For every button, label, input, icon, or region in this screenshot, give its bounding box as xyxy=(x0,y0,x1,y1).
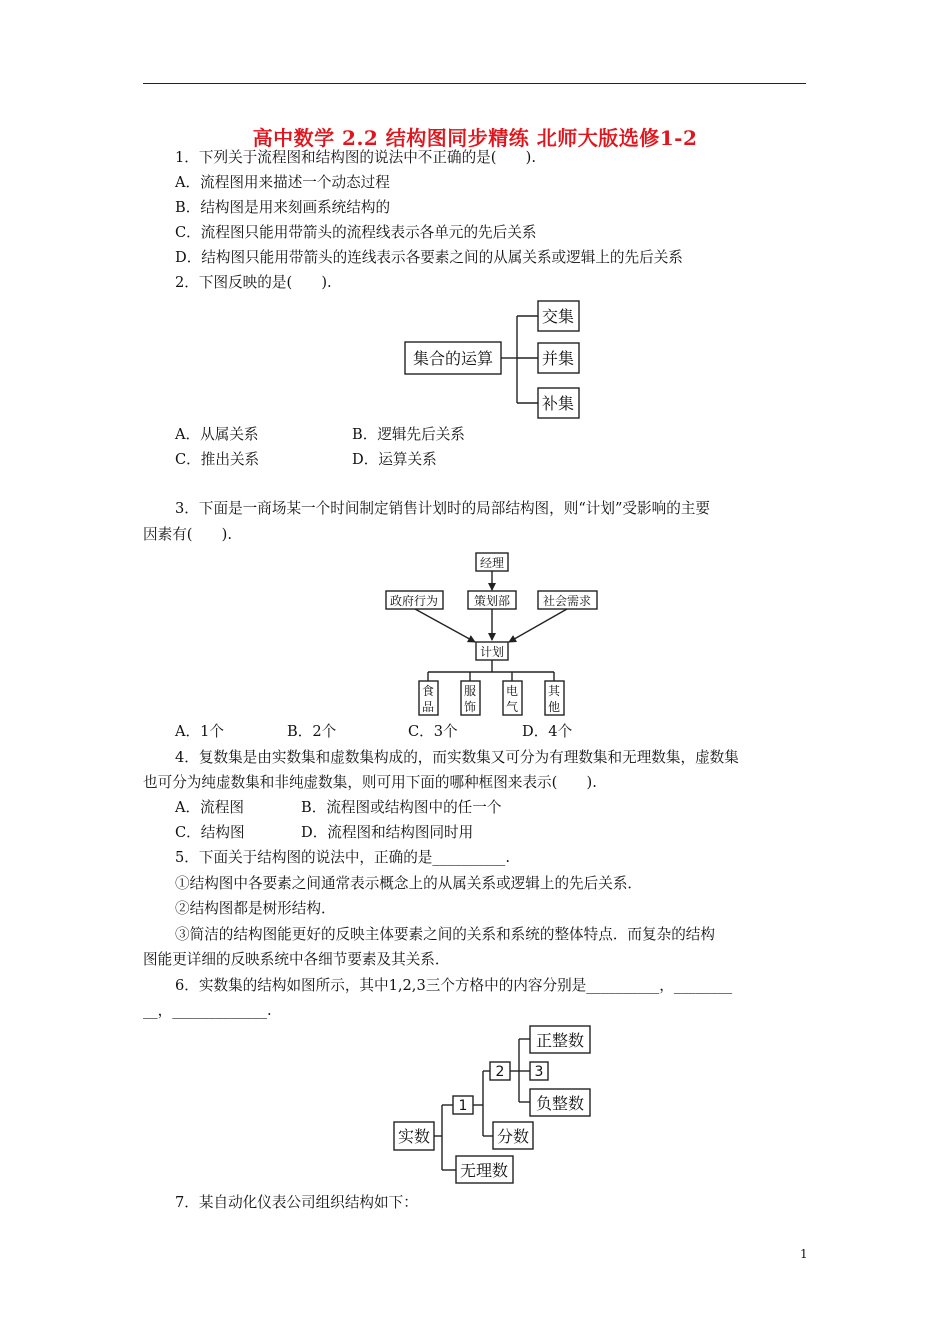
q2-child-label: 并集 xyxy=(541,349,575,368)
q3-stem-line1: 3．下面是一商场某一个时间制定销售计划时的局部结构图，则“计划”受影响的主要 xyxy=(175,500,710,517)
q4-stem-line1: 4．复数集是由实数集和虚数集构成的，而实数集又可分为有理数集和无理数集，虚数集 xyxy=(175,749,739,766)
q3-item-char: 他 xyxy=(547,700,561,714)
q2-root-label: 集合的运算 xyxy=(412,349,494,368)
q6-real-label: 实数 xyxy=(397,1127,431,1146)
q5-stem: 5．下面关于结构图的说法中，正确的是__________. xyxy=(175,849,510,866)
q4-option-a: A．流程图 xyxy=(175,799,244,816)
q3-item-char: 食 xyxy=(421,684,435,698)
q4-stem-line2: 也可分为纯虚数集和非纯虚数集，则可用下面的哪种框图来表示( ). xyxy=(143,774,597,791)
q6-stem-line1: 6．实数集的结构如图所示，其中1,2,3三个方格中的内容分别是__________，________ xyxy=(175,977,733,994)
q3-option-d: D．4个 xyxy=(522,723,573,740)
q3-plan-label: 计划 xyxy=(479,645,505,659)
q5-statement-2: ②结构图都是树形结构． xyxy=(175,900,336,917)
q6-blank-label-1: 1 xyxy=(458,1098,468,1114)
q4-option-c: C．结构图 xyxy=(175,824,245,841)
q2-option-b: B．逻辑先后关系 xyxy=(352,426,465,443)
page-title: 高中数学 2.2 结构图同步精练 北师大版选修1-2 xyxy=(252,126,698,150)
q1-option-b: B．结构图是用来刻画系统结构的 xyxy=(175,199,391,216)
q7-stem: 7．某自动化仪表公司组织结构如下： xyxy=(175,1194,418,1211)
q3-item-char: 其 xyxy=(547,684,561,698)
q1-stem: 1．下列关于流程图和结构图的说法中不正确的是( ). xyxy=(175,149,536,166)
q4-option-d: D．流程图和结构图同时用 xyxy=(301,824,474,841)
q3-item-char: 饰 xyxy=(463,700,477,714)
q5-statement-3-line1: ③简洁的结构图能更好的反映主体要素之间的关系和系统的整体特点．而复杂的结构 xyxy=(175,926,715,943)
q5-statement-1: ①结构图中各要素之间通常表示概念上的从属关系或逻辑上的先后关系． xyxy=(175,875,643,892)
q3-item-char: 电 xyxy=(505,684,519,698)
q3-item-char: 服 xyxy=(463,684,477,698)
q1-option-c: C．流程图只能用带箭头的流程线表示各单元的先后关系 xyxy=(175,224,537,241)
q3-item-char: 品 xyxy=(421,700,435,714)
q6-positive-integer-label: 正整数 xyxy=(535,1031,585,1050)
q3-manager-label: 经理 xyxy=(479,556,505,570)
q6-negative-integer-label: 负整数 xyxy=(535,1094,585,1113)
q3-factor-label: 政府行为 xyxy=(389,594,439,608)
q3-option-c: C．3个 xyxy=(408,723,458,740)
q2-child-label: 交集 xyxy=(541,307,575,326)
q2-stem: 2．下图反映的是( ). xyxy=(175,274,332,291)
q2-option-a: A．从属关系 xyxy=(175,426,259,443)
q3-option-b: B．2个 xyxy=(287,723,337,740)
q2-option-d: D．运算关系 xyxy=(352,451,437,468)
q1-option-d: D．结构图只能用带箭头的连线表示各要素之间的从属关系或逻辑上的先后关系 xyxy=(175,249,683,266)
q3-factor-label: 策划部 xyxy=(473,594,511,608)
q6-fraction-label: 分数 xyxy=(496,1127,530,1146)
q4-option-b: B．流程图或结构图中的任一个 xyxy=(301,799,502,816)
q3-stem-line2: 因素有( ). xyxy=(143,526,232,543)
q3-option-a: A．1个 xyxy=(175,723,225,740)
q6-blank-label-3: 3 xyxy=(534,1064,544,1080)
q1-option-a: A．流程图用来描述一个动态过程 xyxy=(175,174,390,191)
q6-stem-line2: __，_____________. xyxy=(143,1002,272,1019)
q3-item-char: 气 xyxy=(505,700,519,714)
q6-blank-label-2: 2 xyxy=(495,1064,505,1080)
q2-option-c: C．推出关系 xyxy=(175,451,260,468)
q6-irrational-label: 无理数 xyxy=(459,1161,509,1180)
q5-statement-3-line2: 图能更详细的反映系统中各细节要素及其关系． xyxy=(143,951,450,968)
q3-factor-label: 社会需求 xyxy=(542,594,592,608)
q2-child-label: 补集 xyxy=(541,394,575,413)
page-number: 1 xyxy=(800,1247,808,1261)
